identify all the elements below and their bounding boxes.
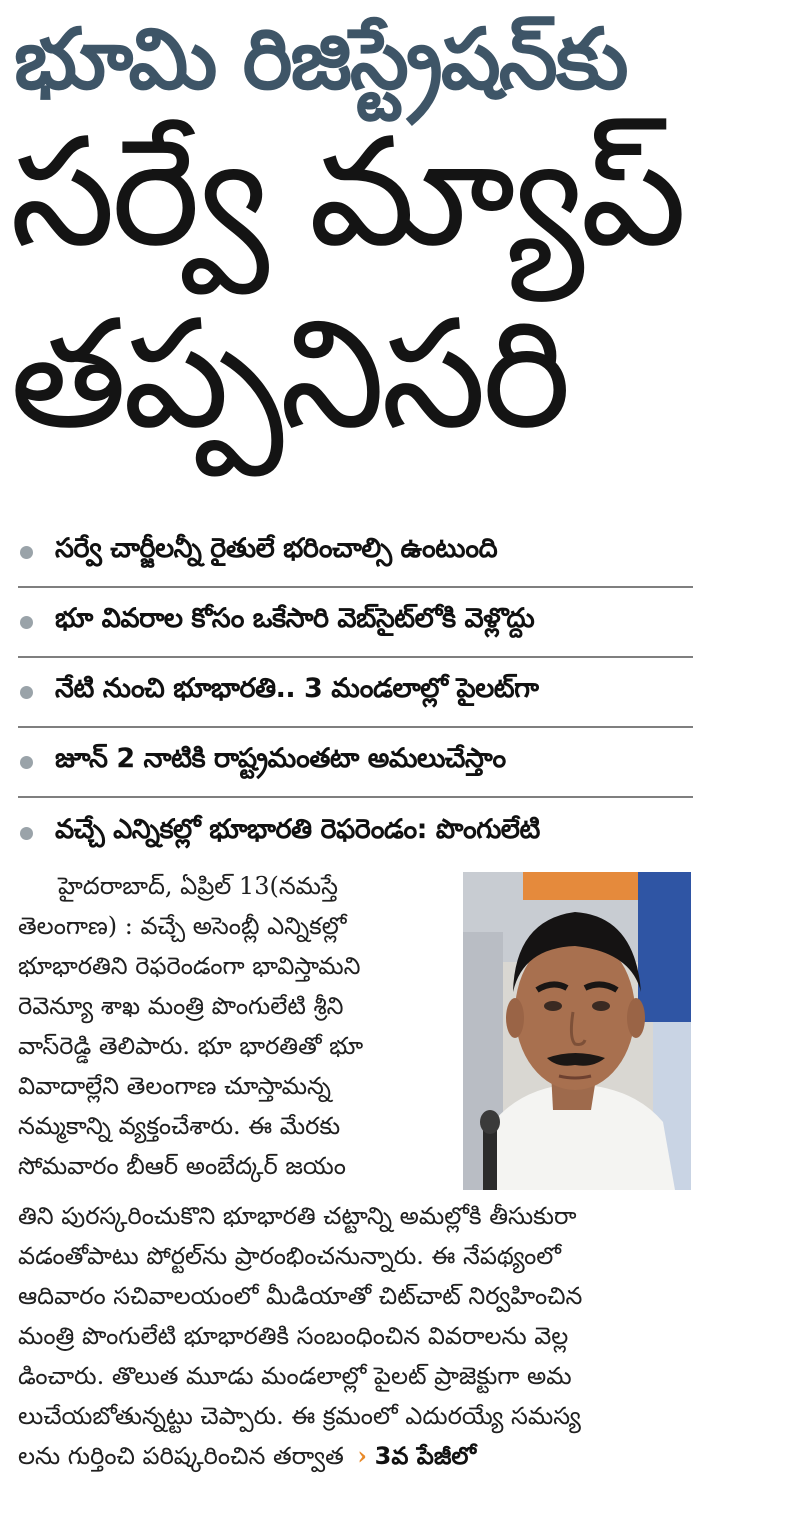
bullet-dot-icon (20, 827, 33, 840)
bullet-dot-icon (20, 616, 33, 629)
article-line: నమ్మకాన్ని వ్యక్తంచేశారు. ఈ మేరకు (18, 1112, 341, 1140)
highlight-item (18, 518, 693, 588)
highlight-item (18, 798, 693, 868)
article-line-text: లను గుర్తించి పరిష్కరించిన తర్వాత (18, 1442, 344, 1470)
highlight-text: జూన్ 2 నాటికి రాష్ట్రమంతటా అమలుచేస్తాం (55, 743, 506, 774)
highlight-item (18, 728, 693, 798)
article-line: సోమవారం బీఆర్ అంబేద్కర్ జయం (18, 1152, 346, 1180)
minister-photo (463, 872, 691, 1190)
continued-on-page-link[interactable]: 3వ పేజీలో (374, 1442, 477, 1470)
highlight-text: వచ్చే ఎన్నికల్లో భూభారతి రెఫరెండం: పొంగులేటి (55, 814, 540, 845)
article-line: తెలంగాణ) : వచ్చే అసెంబ్లీ ఎన్నికల్లో (18, 912, 347, 940)
article-last-line (18, 1436, 718, 1476)
continuation-arrow-icon: › (357, 1441, 368, 1470)
headline-line-1: సర్వే మ్యాప్ (10, 106, 683, 280)
headline-kicker: భూమి రిజిస్ట్రేషన్‌కు (14, 10, 627, 108)
bullet-dot-icon (20, 686, 33, 699)
highlights-list (18, 518, 693, 868)
bullet-dot-icon (20, 546, 33, 559)
article-line: డించారు. తొలుత మూడు మండలాల్లో పైలట్ ప్రాజెక్టుగా అమ (18, 1362, 572, 1390)
article-line: లుచేయబోతున్నట్టు చెప్పారు. ఈ క్రమంలో ఎదురయ్యే సమస్య (18, 1402, 581, 1430)
article-line: వడంతోపాటు పోర్టల్‌ను ప్రారంభించనున్నారు. ఈ నేపథ్యంలో (18, 1242, 562, 1270)
article-line: వివాదాల్లేని తెలంగాణ చూస్తామన్న (18, 1072, 331, 1100)
bullet-dot-icon (20, 756, 33, 769)
highlight-item (18, 658, 693, 728)
article-line: హైదరాబాద్, ఏప్రిల్ 13(నమస్తే (58, 872, 338, 900)
article-line: భూభారతిని రెఫరెండంగా భావిస్తామని (18, 952, 361, 980)
article-body-narrow (18, 866, 458, 1186)
highlight-text: భూ వివరాల కోసం ఒకేసారి వెబ్‌సైట్‌లోకి వెళ్లొద్దు (55, 603, 535, 634)
highlight-text: సర్వే చార్జీలన్నీ రైతులే భరించాల్సి ఉంటుంది (55, 533, 498, 564)
headline-line-2: తప్పనిసరి (10, 288, 568, 462)
highlight-item (18, 588, 693, 658)
article-line: తిని పురస్కరించుకొని భూభారతి చట్టాన్ని అమల్లోకి తీసుకురా (18, 1202, 577, 1230)
portrait-image (463, 872, 691, 1190)
article-body-wide (18, 1196, 718, 1476)
article-line: మంత్రి పొంగులేటి భూభారతికి సంబంధించిన వివరాలను వెల్ల (18, 1322, 569, 1350)
article-line: రెవెన్యూ శాఖ మంత్రి పొంగులేటి శ్రీని (18, 992, 344, 1020)
highlight-text: నేటి నుంచి భూభారతి.. 3 మండలాల్లో పైలట్‌గా (55, 673, 539, 704)
article-line: వాస్‌రెడ్డి తెలిపారు. భూ భారతితో భూ (18, 1032, 364, 1060)
article-line: ఆదివారం సచివాలయంలో మీడియాతో చిట్‌చాట్ నిర్వహించిన (18, 1282, 583, 1310)
